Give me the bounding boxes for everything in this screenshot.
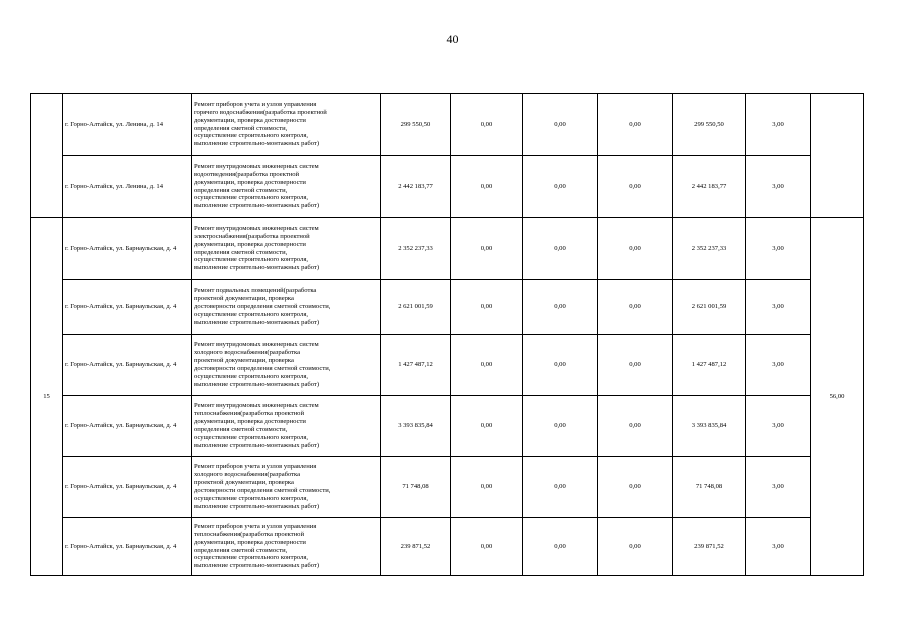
value-cell: 3,00 xyxy=(746,156,811,218)
total-cost-cell: 1 427 487,12 xyxy=(381,335,451,396)
empty-number-cell xyxy=(31,94,63,218)
cost-cell: 0,00 xyxy=(598,518,673,576)
work-line: выполнение строительно-монтажных работ) xyxy=(194,140,320,148)
work-line: Ремонт внутридомовых инженерных систем xyxy=(194,402,319,410)
empty-total-cell xyxy=(811,94,864,218)
cost-cell: 0,00 xyxy=(451,156,523,218)
work-line: холодного водоснабжения(разработка xyxy=(194,471,301,479)
cost-cell: 239 871,52 xyxy=(673,518,746,576)
total-cost-cell: 2 442 183,77 xyxy=(381,156,451,218)
work-line: документации, проверка достоверности xyxy=(194,418,306,426)
work-line: холодного водоснабжения(разработка xyxy=(194,349,301,357)
work-description-cell xyxy=(192,396,381,457)
work-line: достоверности определения сметной стоимости, xyxy=(194,303,331,311)
value-cell: 3,00 xyxy=(746,280,811,335)
table-row xyxy=(31,335,864,396)
cost-cell: 3 393 835,84 xyxy=(673,396,746,457)
cost-cell: 0,00 xyxy=(598,396,673,457)
work-line: проектной документации, проверка xyxy=(194,357,294,365)
cost-cell: 0,00 xyxy=(451,518,523,576)
work-line: осуществление строительного контроля, xyxy=(194,372,309,380)
work-line: Ремонт приборов учета и узлов управления xyxy=(194,522,317,530)
cost-cell: 299 550,50 xyxy=(673,94,746,156)
work-line: определения сметной стоимости, xyxy=(194,546,288,554)
work-line: документации, проверка достоверности xyxy=(194,538,306,546)
work-line: теплоснабжения(разработка проектной xyxy=(194,410,305,418)
cost-cell: 0,00 xyxy=(451,280,523,335)
address-cell: г. Горно-Алтайск, ул. Ленина, д. 14 xyxy=(63,156,192,218)
cost-cell: 0,00 xyxy=(523,156,598,218)
cost-cell: 0,00 xyxy=(523,518,598,576)
cost-cell: 0,00 xyxy=(598,335,673,396)
table-row xyxy=(31,218,864,280)
cost-cell: 0,00 xyxy=(598,156,673,218)
work-line: теплоснабжения(разработка проектной xyxy=(194,530,305,538)
work-line: выполнение строительно-монтажных работ) xyxy=(194,318,320,326)
work-description-cell xyxy=(192,280,381,335)
work-line: достоверности определения сметной стоимости, xyxy=(194,487,331,494)
value-cell: 3,00 xyxy=(746,94,811,156)
value-cell: 3,00 xyxy=(746,396,811,457)
work-line: Ремонт внутридомовых инженерных систем xyxy=(194,224,319,232)
cost-cell: 1 427 487,12 xyxy=(673,335,746,396)
cost-cell: 71 748,08 xyxy=(673,457,746,518)
total-cost-cell: 2 352 237,33 xyxy=(381,218,451,280)
work-line: Ремонт подвальных помещений(разработка xyxy=(194,287,317,295)
work-line: Ремонт приборов учета и узлов управления xyxy=(194,463,317,471)
work-line: определения сметной стоимости, xyxy=(194,186,288,194)
work-description-cell xyxy=(192,457,381,518)
cost-cell: 2 621 001,59 xyxy=(673,280,746,335)
cost-cell: 0,00 xyxy=(523,280,598,335)
work-description-cell xyxy=(192,156,381,218)
work-line: выполнение строительно-монтажных работ) xyxy=(194,380,320,388)
total-cost-cell: 71 748,08 xyxy=(381,457,451,518)
work-line: Ремонт внутридомовых инженерных систем xyxy=(194,162,319,170)
work-line: достоверности определения сметной стоимости, xyxy=(194,365,331,372)
cost-cell: 0,00 xyxy=(523,457,598,518)
work-line: определения сметной стоимости, xyxy=(194,426,288,433)
work-line: документации, проверка достоверности xyxy=(194,240,306,248)
address-cell: г. Горно-Алтайск, ул. Барнаульская, д. 4 xyxy=(63,518,192,576)
work-description-cell xyxy=(192,94,381,156)
group-number-cell: 15 xyxy=(31,218,63,576)
work-line: осуществление строительного контроля, xyxy=(194,494,309,502)
cost-cell: 0,00 xyxy=(451,396,523,457)
address-cell: г. Горно-Алтайск, ул. Барнаульская, д. 4 xyxy=(63,335,192,396)
value-cell: 3,00 xyxy=(746,218,811,280)
repair-table xyxy=(30,93,864,576)
work-line: осуществление строительного контроля, xyxy=(194,433,309,441)
address-cell: г. Горно-Алтайск, ул. Барнаульская, д. 4 xyxy=(63,218,192,280)
work-line: определения сметной стоимости, xyxy=(194,248,288,256)
total-cost-cell: 239 871,52 xyxy=(381,518,451,576)
work-line: осуществление строительного контроля, xyxy=(194,310,309,318)
group-total-cell: 56,00 xyxy=(811,218,864,576)
work-line: осуществление строительного контроля, xyxy=(194,554,309,562)
cost-cell: 0,00 xyxy=(451,94,523,156)
cost-cell: 0,00 xyxy=(523,218,598,280)
table-row xyxy=(31,396,864,457)
address-cell: г. Горно-Алтайск, ул. Барнаульская, д. 4 xyxy=(63,280,192,335)
address-cell: г. Горно-Алтайск, ул. Барнаульская, д. 4 xyxy=(63,457,192,518)
cost-cell: 2 442 183,77 xyxy=(673,156,746,218)
work-line: выполнение строительно-монтажных работ) xyxy=(194,502,320,510)
address-cell: г. Горно-Алтайск, ул. Ленина, д. 14 xyxy=(63,94,192,156)
cost-cell: 0,00 xyxy=(598,218,673,280)
table-row xyxy=(31,457,864,518)
work-line: осуществление строительного контроля, xyxy=(194,132,309,140)
cost-cell: 0,00 xyxy=(451,335,523,396)
cost-cell: 0,00 xyxy=(451,218,523,280)
cost-cell: 0,00 xyxy=(598,94,673,156)
value-cell: 3,00 xyxy=(746,457,811,518)
work-description-cell xyxy=(192,335,381,396)
cost-cell: 0,00 xyxy=(598,457,673,518)
work-line: определения сметной стоимости, xyxy=(194,124,288,132)
cost-cell: 0,00 xyxy=(523,335,598,396)
work-line: документации, проверка достоверности xyxy=(194,178,306,186)
cost-cell: 0,00 xyxy=(523,396,598,457)
work-line: осуществление строительного контроля, xyxy=(194,256,309,264)
cost-cell: 2 352 237,33 xyxy=(673,218,746,280)
cost-cell: 0,00 xyxy=(598,280,673,335)
table-row xyxy=(31,518,864,576)
total-cost-cell: 3 393 835,84 xyxy=(381,396,451,457)
value-cell: 3,00 xyxy=(746,518,811,576)
work-line: выполнение строительно-монтажных работ) xyxy=(194,202,320,210)
work-line: Ремонт внутридомовых инженерных систем xyxy=(194,341,319,349)
total-cost-cell: 2 621 001,59 xyxy=(381,280,451,335)
table-row xyxy=(31,156,864,218)
work-line: горячего водоснабжения(разработка проектной xyxy=(194,108,327,116)
work-line: электроснабжения(разработка проектной xyxy=(194,232,310,240)
work-line: выполнение строительно-монтажных работ) xyxy=(194,264,320,272)
address-cell: г. Горно-Алтайск, ул. Барнаульская, д. 4 xyxy=(63,396,192,457)
work-line: проектной документации, проверка xyxy=(194,295,294,303)
cost-cell: 0,00 xyxy=(451,457,523,518)
total-cost-cell: 299 550,50 xyxy=(381,94,451,156)
page-number: 40 xyxy=(446,32,459,46)
work-description-cell xyxy=(192,218,381,280)
work-line: Ремонт приборов учета и узлов управления xyxy=(194,100,317,108)
work-line: осуществление строительного контроля, xyxy=(194,194,309,202)
work-line: документации, проверка достоверности xyxy=(194,116,306,124)
table-row xyxy=(31,280,864,335)
value-cell: 3,00 xyxy=(746,335,811,396)
cost-cell: 0,00 xyxy=(523,94,598,156)
table-row xyxy=(31,94,864,156)
work-line: выполнение строительно-монтажных работ) xyxy=(194,441,320,449)
work-line: проектной документации, проверка xyxy=(194,479,294,487)
work-line: выполнение строительно-монтажных работ) xyxy=(194,562,320,570)
work-line: водоотведения(разработка проектной xyxy=(194,170,300,178)
work-description-cell xyxy=(192,518,381,576)
